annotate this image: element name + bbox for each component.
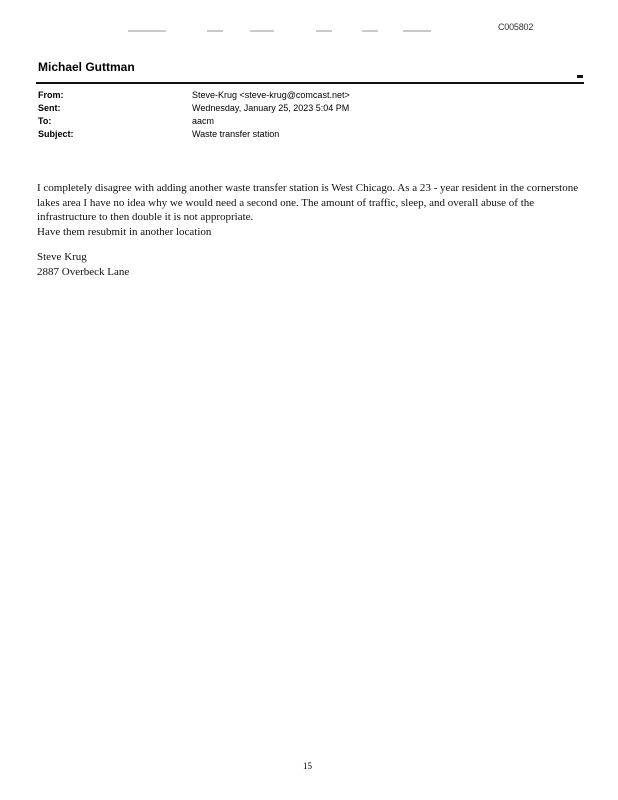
faint-mark <box>362 30 378 32</box>
from-row <box>38 89 578 102</box>
faint-mark <box>403 30 431 32</box>
mailbox-owner-name: Michael Guttman <box>38 60 135 74</box>
from-value: Steve-Krug <steve-krug@comcast.net> <box>192 90 350 100</box>
signature-name: Steve Krug <box>37 251 87 263</box>
body-closing-line: Have them resubmit in another location <box>37 225 212 238</box>
email-body <box>37 181 587 239</box>
subject-label: Subject: <box>38 129 74 139</box>
faint-header-artifacts <box>0 30 618 34</box>
faint-mark <box>207 30 223 32</box>
sent-row <box>38 102 578 115</box>
header-divider <box>36 82 584 84</box>
subject-value: Waste transfer station <box>192 129 280 139</box>
signature-address: 2887 Overbeck Lane <box>37 266 130 278</box>
to-value: aacm <box>192 116 215 126</box>
faint-mark <box>128 30 166 32</box>
to-label: To: <box>38 116 52 126</box>
redaction-mark <box>577 75 583 78</box>
subject-row <box>38 128 578 141</box>
body-paragraph: I completely disagree with adding another waste transfer station is West Chicago. As a 23 - year resident in the cornerstone lakes area I have no idea why we would need a second one. The amount of traffic, sleep, and overall abuse of the infrastructure to then double it is not appropriate. <box>37 182 579 223</box>
page-number: 15 <box>303 761 312 771</box>
sent-value: Wednesday, January 25, 2023 5:04 PM <box>192 103 350 113</box>
sent-label: Sent: <box>38 103 61 113</box>
faint-mark <box>250 30 274 32</box>
to-row <box>38 115 578 128</box>
from-label: From: <box>38 90 64 100</box>
faint-mark <box>316 30 332 32</box>
document-control-number: C005802 <box>498 22 534 32</box>
signature-block <box>37 250 129 280</box>
